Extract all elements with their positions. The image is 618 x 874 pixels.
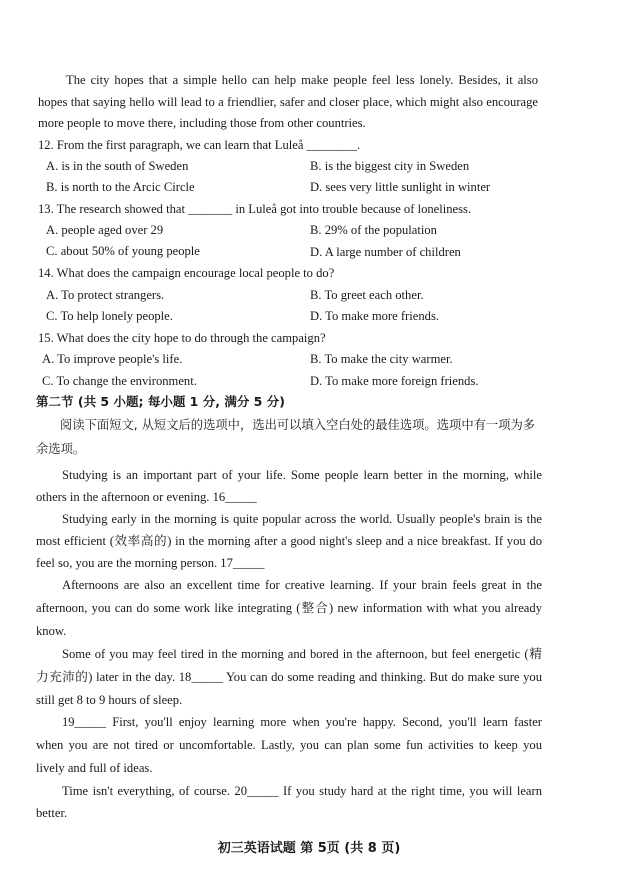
passage-b-line-8: know. (36, 624, 67, 638)
question-13-option-c[interactable]: C. about 50% of young people (46, 244, 200, 258)
question-13-option-d[interactable]: D. A large number of children (310, 245, 461, 259)
passage-b-line-12: 19_____ First, you'll enjoy learning more when you're happy. Second, you'll learn faster (62, 715, 542, 729)
question-12-option-d[interactable]: D. sees very little sunlight in winter (310, 180, 491, 194)
passage-b-line-10: 力充沛的) later in the day. 18_____ You can do some reading and thinking. But do make sure you (36, 670, 542, 684)
section-2-instruction-line-2: 余选项。 (36, 442, 86, 456)
passage-a-line-3: more people to move there, including those from other countries. (38, 116, 366, 130)
question-14-option-d[interactable]: D. To make more friends. (310, 309, 439, 323)
page-footer: 初三英语试题 第 5页 (共 8 页) (217, 841, 401, 856)
section-2-heading: 第二节 (共 5 小题; 每小题 1 分, 满分 5 分) (36, 394, 285, 409)
passage-b-line-9: Some of you may feel tired in the morning and bored in the afternoon, but feel energetic (精 (62, 647, 542, 661)
passage-b-line-15: Time isn't everything, of course. 20_____ If you study hard at the right time, you will learn (62, 784, 542, 798)
question-14-option-c[interactable]: C. To help lonely people. (46, 309, 173, 323)
question-15-option-d[interactable]: D. To make more foreign friends. (310, 374, 479, 388)
question-15-stem: 15. What does the city hope to do through the campaign? (38, 331, 326, 345)
passage-b-line-13: when you are not tired or uncomfortable. Lastly, you can plan some fun activities to keep you (36, 738, 542, 752)
question-13-option-b[interactable]: B. 29% of the population (310, 223, 437, 237)
question-14-option-a[interactable]: A. To protect strangers. (46, 288, 165, 302)
question-12-stem: 12. From the first paragraph, we can learn that Luleå ________. (38, 138, 361, 152)
passage-b-line-14: lively and full of ideas. (36, 761, 153, 775)
passage-a-line-2: hopes that saying hello will lead to a friendlier, safer and closer place, which might also encourage (38, 95, 538, 109)
passage-b-line-3: Studying early in the morning is quite popular across the world. Usually people's brain is the (62, 512, 542, 526)
question-12-option-c[interactable]: B. is north to the Arcic Circle (46, 180, 195, 194)
question-12-option-a[interactable]: A. is in the south of Sweden (46, 159, 189, 173)
question-15-option-a[interactable]: A. To improve people's life. (42, 352, 183, 366)
question-13-stem: 13. The research showed that _______ in Luleå got into trouble because of loneliness. (38, 202, 472, 216)
question-14-option-b[interactable]: B. To greet each other. (310, 288, 424, 302)
question-15-option-c[interactable]: C. To change the environment. (42, 374, 197, 388)
passage-b-line-6: Afternoons are also an excellent time for creative learning. If your brain feels great in the (62, 578, 542, 592)
passage-b-line-4: most efficient (效率高的) in the morning after a good night's sleep and a nice breakfast. If you do (36, 534, 542, 548)
question-15-option-b[interactable]: B. To make the city warmer. (310, 352, 453, 366)
passage-b-line-1: Studying is an important part of your life. Some people learn better in the morning, while (62, 468, 542, 482)
question-13-option-a[interactable]: A. people aged over 29 (46, 223, 164, 237)
section-2-instruction-line-1: 阅读下面短文, 从短文后的选项中，选出可以填入空白处的最佳选项。选项中有一项为多 (60, 418, 536, 432)
passage-a-line-1: The city hopes that a simple hello can help make people feel less lonely. Besides, it also (66, 73, 538, 87)
passage-b-line-11: still get 8 to 9 hours of sleep. (36, 693, 183, 707)
passage-b-line-2: others in the afternoon or evening. 16_____ (36, 490, 257, 504)
passage-b-line-16: better. (36, 806, 68, 820)
passage-b-line-5: feel so, you are the morning person. 17_____ (36, 556, 265, 570)
question-12-option-b[interactable]: B. is the biggest city in Sweden (310, 159, 470, 173)
question-14-stem: 14. What does the campaign encourage local people to do? (38, 266, 335, 280)
passage-b-line-7: afternoon, you can do some work like integrating (整合) new information with what you already (36, 601, 542, 615)
